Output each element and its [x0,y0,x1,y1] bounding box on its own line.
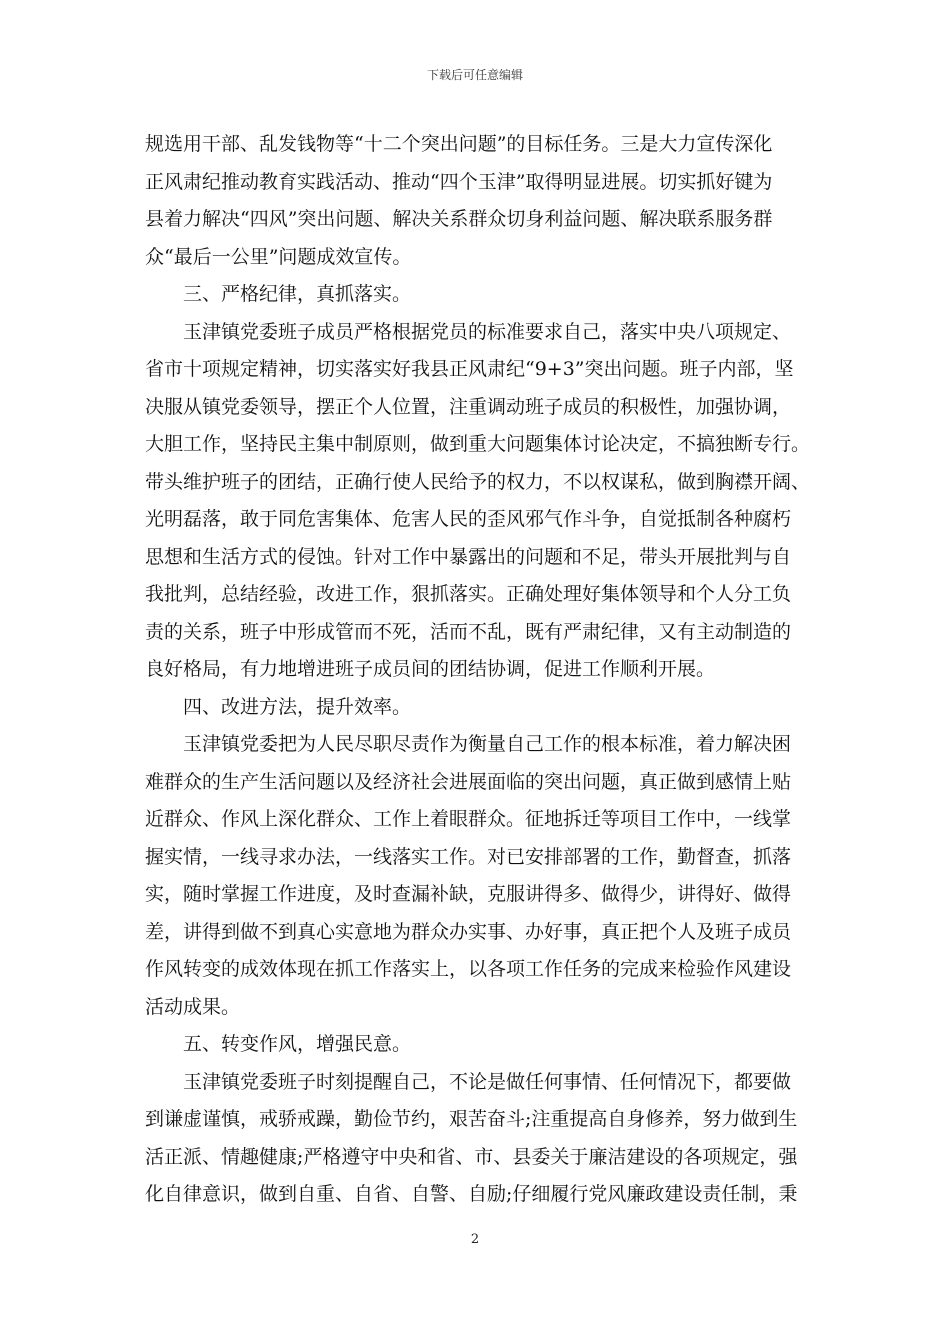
text-line: 省市十项规定精神，切实落实好我县正风肃纪“9+3”突出问题。班子内部，坚 [145,358,794,380]
text-line: 实，随时掌握工作进度，及时查漏补缺，克服讲得多、做得少，讲得好、做得 [145,883,792,905]
text-line: 带头维护班子的团结，正确行使人民给予的权力，不以权谋私，做到胸襟开阔、 [145,470,811,493]
text-line: 五、转变作风，增强民意。 [183,1033,412,1055]
text-line: 光明磊落，敢于同危害集体、危害人民的歪风邪气作斗争，自觉抵制各种腐朽 [145,508,792,530]
text-line: 难群众的生产生活问题以及经济社会进展面临的突出问题，真正做到感情上贴 [145,770,792,793]
text-line: 到谦虚谨慎，戒骄戒躁，勤俭节约，艰苦奋斗;注重提高自身修养，努力做到生 [145,1108,798,1130]
text-line: 玉津镇党委把为人民尽职尽责作为衡量自己工作的根本标准，着力解决困 [183,733,792,755]
text-line: 规选用干部、乱发钱物等“十二个突出问题”的目标任务。三是大力宣传深化 [145,133,773,155]
text-line: 化自律意识，做到自重、自省、自警、自励;仔细履行党风廉政建设责任制，秉 [145,1183,798,1205]
page-header: 下载后可任意编辑 [426,68,523,82]
text-line: 正风肃纪推动教育实践活动、推动“四个玉津”取得明显进展。切实抓好键为 [145,170,773,193]
text-line: 三、严格纪律，真抓落实。 [183,283,412,305]
text-line: 差，讲得到做不到真心实意地为群众办实事、办好事，真正把个人及班子成员 [145,920,792,943]
text-line: 责的关系，班子中形成管而不死，活而不乱，既有严肃纪律，又有主动制造的 [145,620,792,643]
text-line: 握实情，一线寻求办法，一线落实工作。对已安排部署的工作，勤督查，抓落 [145,845,792,868]
text-line: 决服从镇党委领导，摆正个人位置，注重调动班子成员的积极性，加强协调， [145,395,792,418]
text-line: 玉津镇党委班子成员严格根据党员的标准要求自己，落实中央八项规定、 [183,320,792,343]
text-line: 作风转变的成效体现在抓工作落实上，以各项工作任务的完成来检验作风建设 [145,958,792,980]
document-body [145,126,809,1214]
text-line: 活动成果。 [145,995,241,1018]
text-line: 大胆工作，坚持民主集中制原则，做到重大问题集体讨论决定，不搞独断专行。 [145,433,811,455]
text-line: 玉津镇党委班子时刻提醒自己，不论是做任何事情、任何情况下，都要做 [183,1070,792,1093]
text-line: 四、改进方法，提升效率。 [183,695,412,718]
text-line: 思想和生活方式的侵蚀。针对工作中暴露出的问题和不足，带头开展批判与自 [145,545,792,568]
text-line: 县着力解决“四风”突出问题、解决关系群众切身利益问题、解决联系服务群 [145,208,773,230]
text-line: 众“最后一公里”问题成效宣传。 [145,245,412,268]
page-number: 2 [470,1232,480,1247]
text-line: 近群众、作风上深化群众、工作上着眼群众。征地拆迁等项目工作中，一线掌 [145,808,792,830]
text-line: 我批判，总结经验，改进工作，狠抓落实。正确处理好集体领导和个人分工负 [145,583,792,605]
text-line: 活正派、情趣健康;严格遵守中央和省、市、县委关于廉洁建设的各项规定，强 [145,1145,798,1168]
text-line: 良好格局，有力地增进班子成员间的团结协调，促进工作顺利开展。 [145,658,716,680]
